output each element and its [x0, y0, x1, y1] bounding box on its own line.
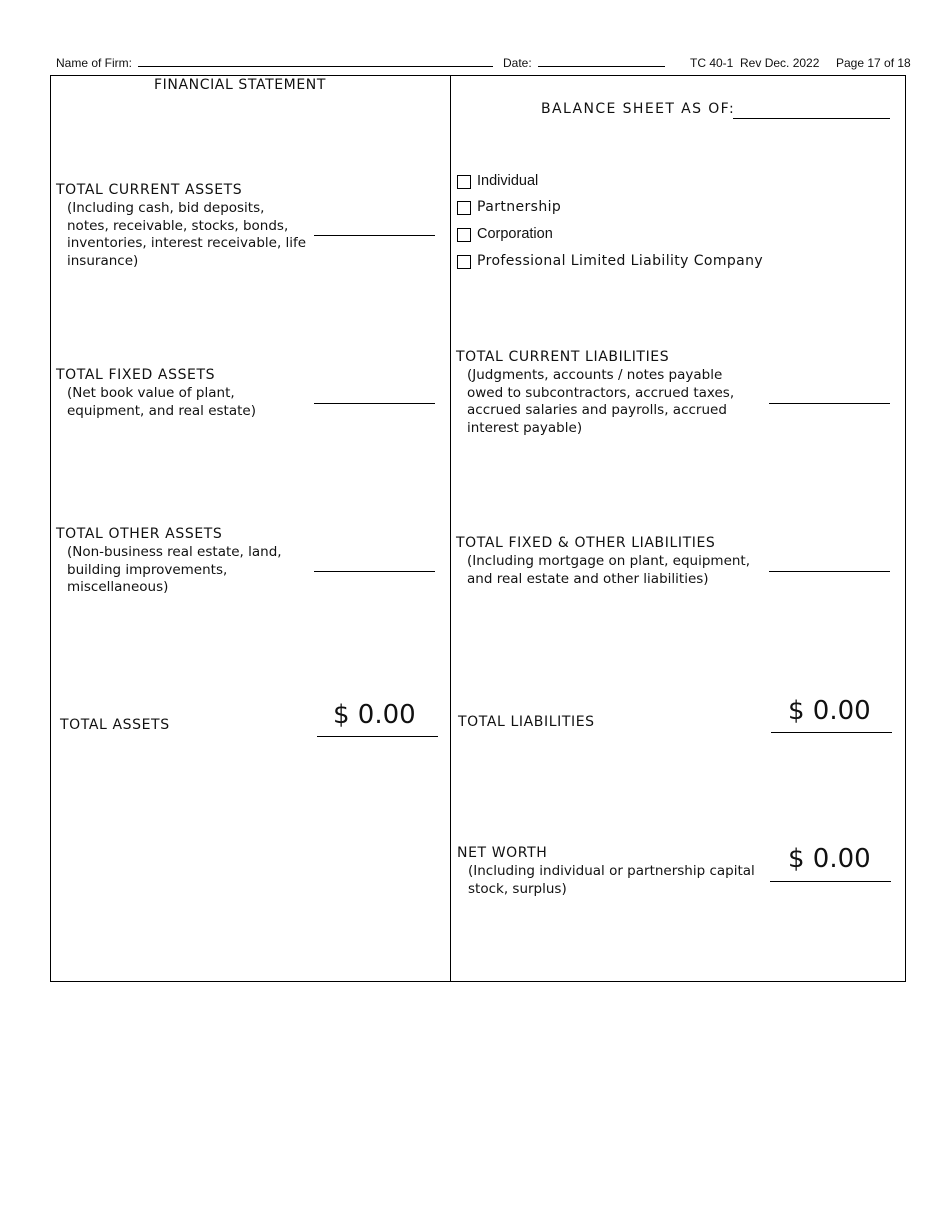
date-field[interactable] [538, 66, 665, 67]
fixed-assets-heading: TOTAL FIXED ASSETS [56, 367, 216, 383]
pllc-label: Professional Limited Liability Company [477, 253, 764, 269]
other-assets-field[interactable] [314, 571, 435, 572]
corporation-label: Corporation [477, 226, 553, 242]
current-assets-description: (Including cash, bid deposits, notes, receivable, stocks, bonds, inventories, interest receivable, life insurance) [67, 200, 307, 269]
fixed-assets-description: (Net book value of plant, equipment, and real estate) [67, 385, 256, 419]
total-assets-heading: TOTAL ASSETS [60, 717, 170, 733]
balance-sheet-label: BALANCE SHEET AS OF: [541, 101, 736, 117]
current-liabilities-heading: TOTAL CURRENT LIABILITIES [456, 349, 670, 365]
net-worth-description: (Including individual or partnership capital stock, surplus) [468, 863, 755, 897]
partnership-checkbox[interactable] [457, 201, 471, 215]
partnership-label: Partnership [477, 199, 562, 215]
total-assets-amount: $ 0.00 [333, 700, 416, 730]
fixed-other-liabilities-field[interactable] [769, 571, 890, 572]
individual-label: Individual [477, 173, 539, 189]
fixed-other-liabilities-heading: TOTAL FIXED & OTHER LIABILITIES [456, 535, 716, 551]
net-worth-field[interactable] [770, 881, 891, 882]
other-assets-heading: TOTAL OTHER ASSETS [56, 526, 223, 542]
total-liabilities-heading: TOTAL LIABILITIES [458, 714, 595, 730]
other-assets-description: (Non-business real estate, land, building improvements, miscellaneous) [67, 544, 282, 595]
net-worth-amount: $ 0.00 [788, 844, 871, 874]
date-label: Date: [503, 56, 532, 70]
current-assets-heading: TOTAL CURRENT ASSETS [56, 182, 243, 198]
firm-name-label: Name of Firm: [56, 56, 133, 70]
column-divider [450, 75, 451, 981]
net-worth-heading: NET WORTH [457, 845, 548, 861]
balance-sheet-date-field[interactable] [733, 118, 890, 119]
financial-statement-title: FINANCIAL STATEMENT [154, 77, 327, 93]
firm-name-field[interactable] [138, 66, 493, 67]
corporation-checkbox[interactable] [457, 228, 471, 242]
current-liabilities-description: (Judgments, accounts / notes payable owed to subcontractors, accrued taxes, accrued salaries and payrolls, accrued interest payable) [467, 367, 735, 436]
fixed-other-liabilities-description: (Including mortgage on plant, equipment, and real estate and other liabilities) [467, 553, 751, 587]
total-assets-field[interactable] [317, 736, 438, 737]
current-liabilities-field[interactable] [769, 403, 890, 404]
form-id: TC 40-1 Rev Dec. 2022 [690, 56, 820, 70]
total-liabilities-field[interactable] [771, 732, 892, 733]
individual-checkbox[interactable] [457, 175, 471, 189]
pllc-checkbox[interactable] [457, 255, 471, 269]
total-liabilities-amount: $ 0.00 [788, 696, 871, 726]
page-number: Page 17 of 18 [836, 56, 911, 70]
current-assets-field[interactable] [314, 235, 435, 236]
fixed-assets-field[interactable] [314, 403, 435, 404]
